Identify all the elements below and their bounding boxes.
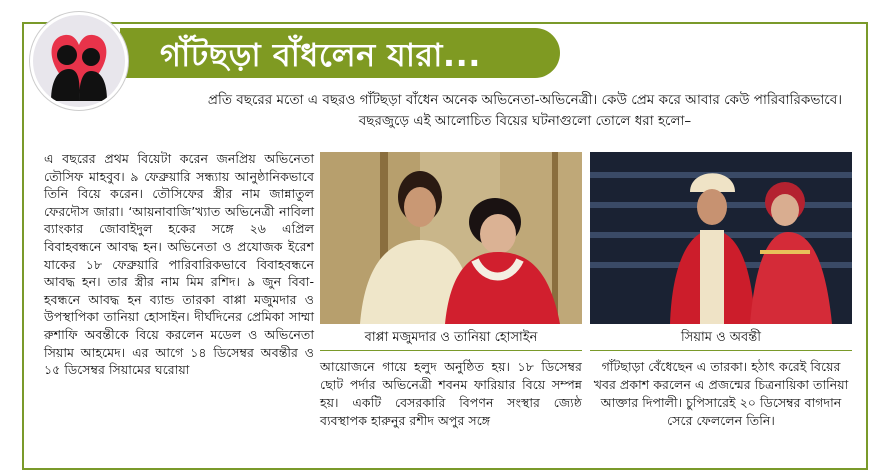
article-column-1: এ বছরের প্রথম বিয়েটা করেন জনপ্রিয় অভিনেতা তৌসিফ মাহবুব। ৯ ফেব্রুয়ারি সন্ধ্যায় আনুষ্ঠানিকভাবে তিনি বিয়ে করেন। তৌসিফের স্ত্রীর নাম জান্নাতুল ফেরদৌস জারা। ‘আয়নাবাজি’খ্যাত অভিনেত্রী নাবিলা ব্যাংকার জোবাইদুল হকের সঙ্গে ২৬ এপ্রিল বিবাহবন্ধনে আবদ্ধ হন। অভিনেতা ও প্রযোজক ইরেশ যাকের ১৮ ফেব্রুয়ারি পারিবারিকভাবে বিবাহবন্ধনে আবদ্ধ হন। তার স্ত্রীর নাম মিম রশিদ। ৯ জুন বিবা-হবন্ধনে আবদ্ধ হন ব্যান্ড তারকা বাপ্পা মজুমদার ও উপস্থাপিকা তানিয়া হোসাইন। দীর্ঘদিনের প্রেমিকা সাম্মা রুশাফি অবন্তীকে বিয়ে করলেন মডেল ও অভিনেতা সিয়াম আহমেদ। এর আগে ১৪ ডিসেম্বর অবন্তীর ও ১৫ ডিসেম্বর সিয়ামের ঘরোয়া	[44, 151, 314, 378]
caption-divider	[320, 350, 582, 351]
article-column-2: আয়োজনে গায়ে হলুদ অনুষ্ঠিত হয়। ১৮ ডিসেম্বর ছোট পর্দার অভিনেত্রী শবনম ফারিয়ার বিয়ে সম্পন্ন হয়। একটি বেসরকারি বিপণন সংস্থার জ্যেষ্ঠ ব্যবস্থাপক হারুনুর রশীদ অপুর সঙ্গে	[320, 359, 582, 428]
article-column-3: গাঁটছাড়া বেঁধেছেন এ তারকা। হঠাৎ করেই বিয়ের খবর প্রকাশ করলেন এ প্রজন্মের চিত্রনায়িকা তানিয়া আক্তার দিপালী। চুপিসারেই ২০ ডিসেম্বর বাগদান সেরে ফেললেন তিনি।	[593, 359, 849, 428]
intro-paragraph: প্রতি বছরের মতো এ বছরও গাঁটছড়া বাঁধেন অনেক অভিনেতা-অভিনেত্রী। কেউ প্রেম করে আবার কেউ পারিবারিকভাবে। বছরজুড়ে এই আলোচিত বিয়ের ঘটনাগুলো তোলে ধরা হলো–	[207, 92, 843, 129]
photo-bappa-tania	[320, 152, 582, 324]
photo-caption: বাপ্পা মজুমদার ও তানিয়া হোসাইন	[364, 330, 538, 345]
photo-siam-obonti	[590, 152, 852, 324]
article-title: গাঁটছড়া বাঁধলেন যারা...	[160, 36, 481, 74]
couple-heart-logo	[30, 12, 128, 110]
caption-divider	[590, 350, 852, 351]
photo-caption: সিয়াম ও অবন্তী	[681, 330, 761, 345]
